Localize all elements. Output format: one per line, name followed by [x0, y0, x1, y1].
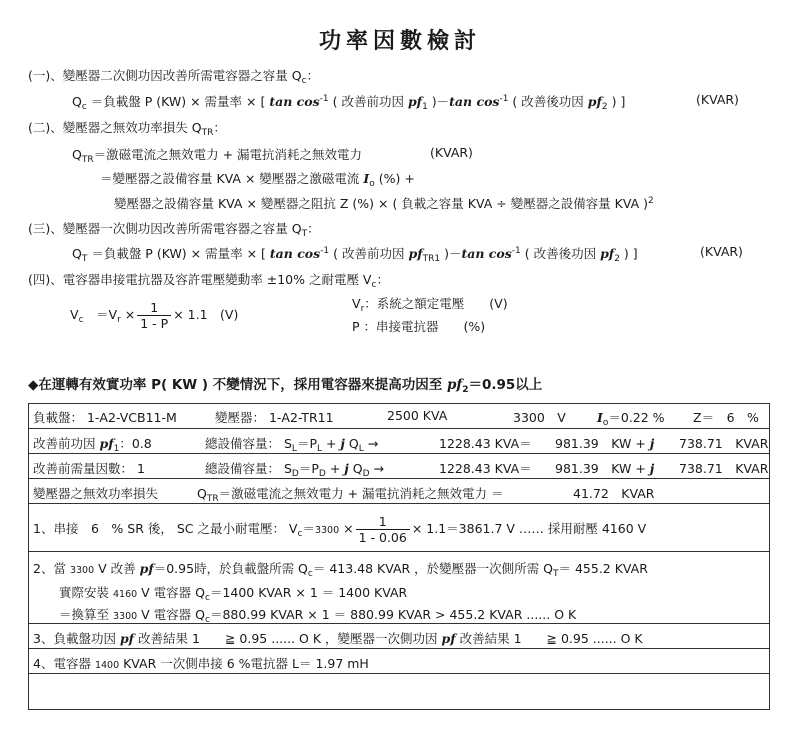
- kva-value-cell: 1228.43 KVA＝: [439, 436, 532, 451]
- table-row-5: [29, 503, 769, 551]
- section-2-heading: (二)、變壓器之無效功率損失 $Q_{TR}$：: [28, 120, 226, 138]
- section-4-vr-note: $V_r$：系統之額定電壓 (V): [352, 296, 508, 314]
- row-5-fraction: $\frac{1}{1 - 0.06}$: [356, 514, 410, 545]
- table-row-2: [29, 428, 769, 453]
- section-4-heading: (四)、電容器串接電抗器及容許電壓變動率 ±10% 之耐電壓 $V_c$：: [28, 272, 389, 290]
- section-2-line-1: $Q_{TR}=$激磁電流之無效電力 + 漏電抗消耗之無效電力: [72, 147, 363, 165]
- section-3-unit: (KVAR): [700, 244, 743, 259]
- section-4-fraction: $\frac{1}{1 - P}$: [137, 300, 171, 331]
- table-row-empty: [29, 673, 769, 709]
- kw-value-d-cell: 981.39 KW + j: [555, 461, 655, 476]
- table-row-4: [29, 478, 769, 503]
- result-cell: 3、負載盤功因 pf 改善結果 1 ≧ 0.95 ...... O K ，變壓器一次側功因 pf 改善結果 1 ≧ 0.95 ...... O K: [33, 631, 643, 646]
- table-row-3: [29, 453, 769, 478]
- voltage-cell: 3300 V: [513, 410, 566, 425]
- kw-value-cell: 981.39 KW + j: [555, 436, 655, 451]
- section-3-heading: (三)、變壓器一次側功因改善所需電容器之容量 $Q_T$：: [28, 221, 320, 239]
- reactive-loss-label: 變壓器之無效功率損失: [33, 486, 159, 501]
- panel-cell: 負載盤： 1-A2-VCB11-M: [33, 410, 177, 425]
- page-title: 功率因數檢討: [318, 29, 481, 54]
- total-capacity-d-cell: 總設備容量： $S_D=P_D + j$ $Q_D$ →: [205, 461, 384, 479]
- kva-value-d-cell: 1228.43 KVA＝: [439, 461, 532, 476]
- table-row-6: [29, 551, 769, 623]
- section-3-formula: $Q_T$ ＝負載盤 P (KW) × 需量率 × [ $\tan \cos^{-1}$ ( 改善前功因 $pf_{TR1}$ )－tan $\cos^{-1}$ ( 改善後功因 $pf_2$ ) ]: [72, 246, 638, 264]
- z-cell: Z＝ 6 %: [693, 410, 759, 425]
- reactive-loss-value: 41.72 KVAR: [573, 486, 655, 501]
- withstand-voltage-cell: 1、串接 6 % SR 後， SC 之最小耐電壓： $V_c=3300$ × $\frac{1}{1 - 0.06}$ × 1.1＝3861.7 V …… 採用耐壓 4160 V: [33, 514, 647, 545]
- reactor-cell: 4、電容器 1400 KVAR 一次側串接 6 %電抗器 L＝ 1.97 mH: [33, 656, 369, 671]
- kva-cell: 2500 KVA: [387, 408, 448, 423]
- transformer-cell: 變壓器： 1-A2-TR11: [215, 410, 334, 425]
- total-capacity-cell: 總設備容量： $S_L=P_L + j$ $Q_L$ →: [205, 436, 379, 454]
- converted-capacitor-cell: ＝換算至 3300 V 電容器 $Q_c=880.99$ KVAR × 1 ＝ 880.99 KVAR > 455.2 KVAR ...... O K: [59, 607, 577, 625]
- kvar-value-cell: 738.71 KVAR: [679, 436, 769, 451]
- section-1-heading: (一)、變壓器二次側功因改善所需電容器之容量 $Q_c$：: [28, 68, 320, 86]
- improve-pf-cell: 2、當 3300 V 改善 pf＝0.95時，於負載盤所需 $Q_c= 413.48$ KVAR ，於變壓器一次側所需 $Q_T= 455.2$ KVAR: [33, 561, 648, 579]
- table-heading: ◆在運轉有效實功率 P( KW ) 不變情況下，採用電容器來提高功因至 $pf_2=0.95$以上: [28, 377, 543, 395]
- installed-capacitor-cell: 實際安裝 4160 V 電容器 $Q_c=1400$ KVAR × 1 ＝ 1400 KVAR: [59, 585, 408, 603]
- kvar-value-d-cell: 738.71 KVAR: [679, 461, 769, 476]
- calc-table: [28, 403, 770, 710]
- pf-before-cell: 改善前功因 $pf_1$：0.8: [33, 436, 152, 454]
- section-1-formula: $Q_c$ ＝負載盤 P (KW) × 需量率 × [ $\tan \cos^{-1}$ ( 改善前功因 $pf_1$ )－tan $\cos^{-1}$ ( 改善後功因 $pf_2$ ) ]: [72, 94, 626, 112]
- reactive-loss-formula: $Q_{TR}=$激磁電流之無效電力 + 漏電抗消耗之無效電力 ＝: [197, 486, 504, 504]
- section-2-line-2: ＝變壓器之設備容量 KVA × 變壓器之激磁電流 $I_o$ (%) +: [100, 171, 415, 189]
- section-2-unit: (KVAR): [430, 145, 473, 160]
- io-cell: $I_o=0.22$ %: [597, 410, 665, 428]
- section-2-line-3: 變壓器之設備容量 KVA × 變壓器之阻抗 Z (%) × ( 負載之容量 KVA ÷ 變壓器之設備容量 KVA )$^2$: [114, 196, 654, 211]
- demand-factor-cell: 改善前需量因數： 1: [33, 461, 145, 476]
- table-row-7: [29, 623, 769, 648]
- table-row-8: [29, 648, 769, 673]
- section-4-formula: $V_c$ $=V_r$ × $\frac{1}{1 - P}$ × 1.1 (V): [70, 300, 239, 331]
- section-4-p-note: P ：串接電抗器 (%): [352, 319, 486, 334]
- section-1-unit: (KVAR): [696, 92, 739, 107]
- table-row-1: [29, 404, 769, 428]
